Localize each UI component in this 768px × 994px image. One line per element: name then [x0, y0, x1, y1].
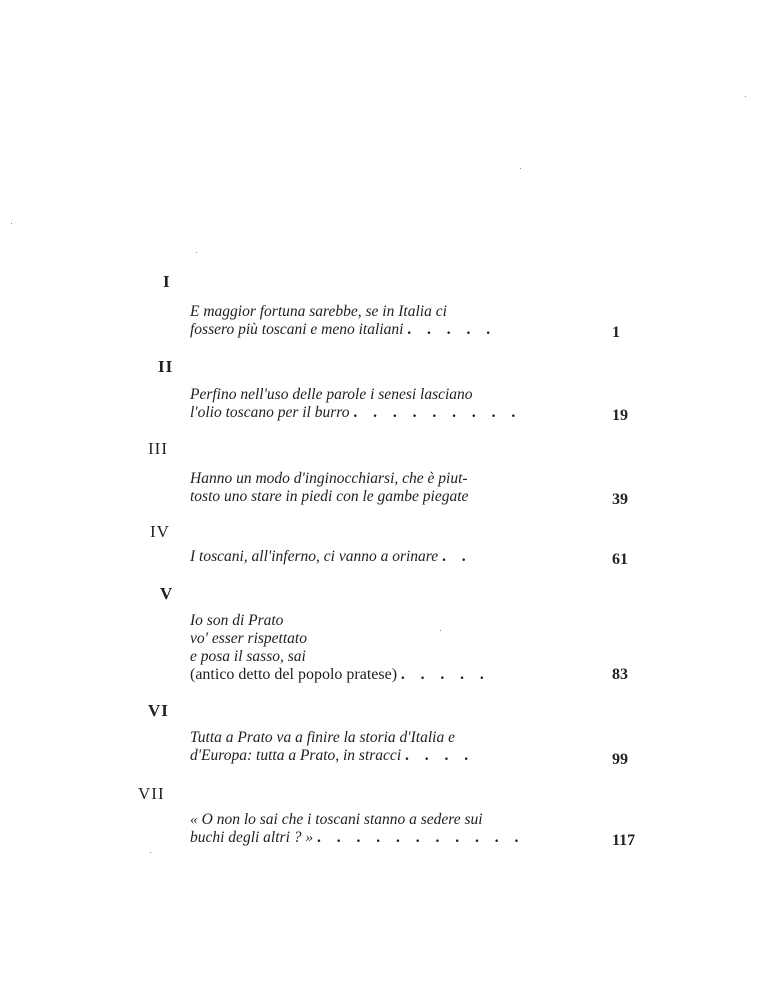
chapter-number: II [158, 357, 174, 376]
chapter-number: VI [148, 701, 169, 720]
page-number: 83 [612, 666, 628, 683]
toc-entry [190, 548, 600, 566]
scan-speck [196, 252, 197, 253]
page-number: 99 [612, 751, 628, 768]
leader-dots: . . . . [405, 747, 475, 764]
leader-dots: . . . . . [400, 666, 490, 683]
scan-speck [11, 223, 12, 224]
entry-line [190, 321, 600, 339]
entry-line: Tutta a Prato va a finire la storia d'Italia e [190, 729, 455, 746]
toc-entry [190, 729, 600, 765]
entry-line: E maggior fortuna sarebbe, se in Italia ci [190, 303, 447, 320]
page-number: 117 [612, 832, 636, 849]
entry-line [190, 404, 600, 422]
scan-speck [745, 96, 746, 97]
leader-dots: . . . . . . . . . . . [317, 829, 525, 846]
entry-line: tosto uno stare in piedi con le gambe piegate [190, 488, 469, 505]
entry-line: vo' esser rispettato [190, 630, 307, 647]
toc-entry [190, 386, 600, 422]
leader-dots: . . . . . [407, 321, 497, 338]
toc-entry [190, 470, 600, 506]
chapter-number: VII [138, 784, 165, 803]
chapter-number: V [160, 584, 174, 603]
leader-dots: . . . . . . . . . [353, 404, 522, 421]
entry-text: l'olio toscano per il burro [190, 404, 350, 421]
entry-line: Perfino nell'uso delle parole i senesi lasciano [190, 386, 473, 403]
entry-line [190, 548, 600, 566]
entry-line [190, 747, 600, 765]
page-number: 1 [612, 324, 620, 341]
chapter-number: IV [150, 522, 170, 541]
toc-entry [190, 612, 600, 684]
entry-line: e posa il sasso, sai [190, 648, 306, 665]
entry-line [190, 829, 600, 847]
entry-line: Io son di Prato [190, 612, 284, 629]
scan-speck [520, 168, 521, 169]
entry-line: Hanno un modo d'inginocchiarsi, che è piut- [190, 470, 468, 487]
entry-text: buchi degli altri ? » [190, 829, 314, 846]
chapter-number: III [148, 439, 168, 458]
page-number: 39 [612, 491, 628, 508]
leader-dots: . . [442, 548, 472, 565]
entry-text: d'Europa: tutta a Prato, in stracci [190, 747, 402, 764]
scan-speck [150, 852, 151, 853]
scan-speck [440, 630, 441, 631]
toc-entry [190, 303, 600, 339]
toc-entry [190, 811, 600, 847]
entry-text: I toscani, all'inferno, ci vanno a orinare [190, 548, 439, 565]
entry-text-upright: (antico detto del popolo pratese) [190, 666, 398, 683]
chapter-number: I [163, 272, 171, 291]
entry-text: fossero più toscani e meno italiani [190, 321, 404, 338]
page-number: 61 [612, 551, 628, 568]
entry-line: « O non lo sai che i toscani stanno a sedere sui [190, 811, 483, 828]
entry-line [190, 666, 600, 684]
page-number: 19 [612, 407, 628, 424]
